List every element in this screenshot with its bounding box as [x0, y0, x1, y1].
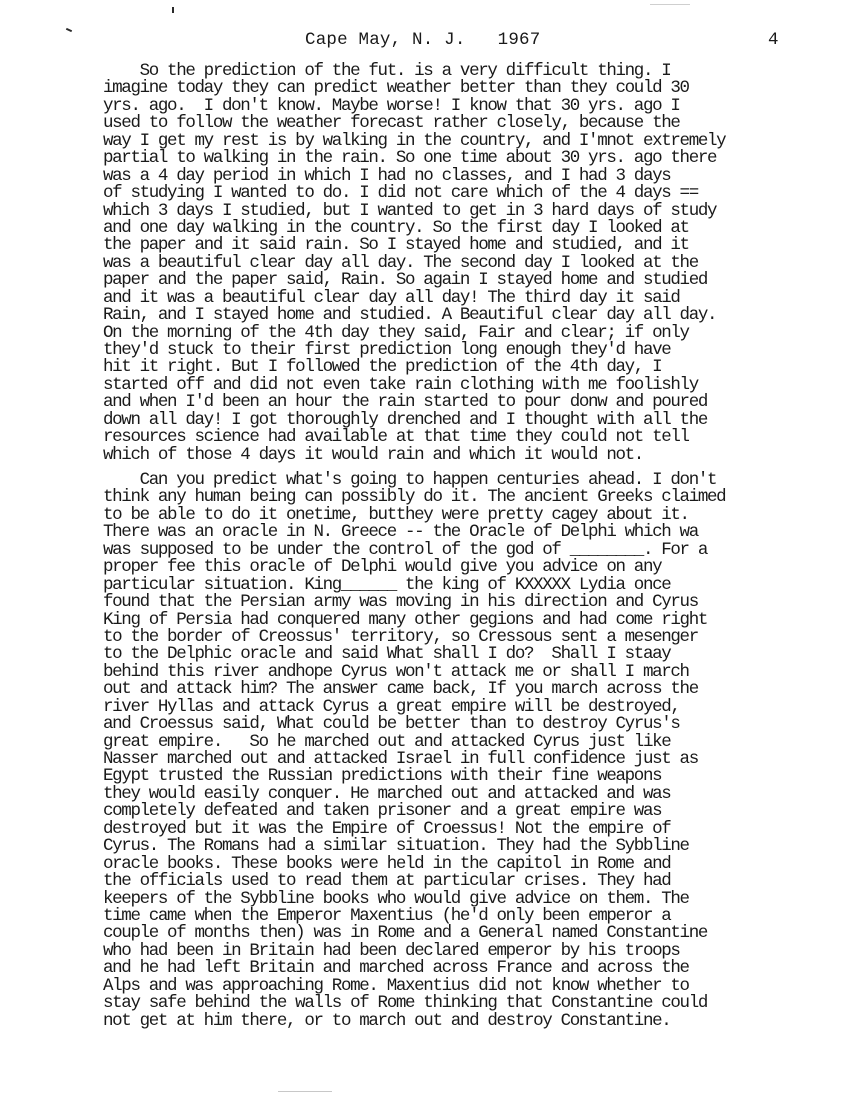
- text-line: hit it right. But I followed the prediction of the 4th day, I: [103, 357, 662, 378]
- text-line: destroyed but it was the Empire of Croessus! Not the empire of: [103, 818, 671, 839]
- text-line: keepers of the Sybbline books who would give advice on them. The: [103, 888, 689, 909]
- text-line: of studying I wanted to do. I did not care which of the 4 days ==: [103, 183, 698, 204]
- text-line: to the Delphic oracle and said What shall I do? Shall I staay: [103, 644, 671, 665]
- text-line: which 3 days I studied, but I wanted to get in 3 hard days of study: [103, 200, 717, 221]
- text-line: the paper and it said rain. So I stayed home and studied, and it: [103, 235, 689, 256]
- scan-artifact: [650, 4, 690, 5]
- text-line: was a 4 day period in which I had no classes, and I had 3 days: [103, 165, 671, 186]
- text-line: which of those 4 days it would rain and which it would not.: [103, 444, 643, 465]
- text-line: paper and the paper said, Rain. So again I stayed home and studied: [103, 270, 708, 291]
- text-line: they would easily conquer. He marched out and attacked and was: [103, 783, 671, 804]
- paragraph-weather-prediction: [103, 63, 843, 464]
- page-number: 4: [768, 30, 779, 50]
- text-line: stay safe behind the walls of Rome thinking that Constantine could: [103, 993, 708, 1014]
- text-line: proper fee this oracle of Delphi would give you advice on any: [103, 557, 662, 578]
- text-line: they'd stuck to their first prediction long enough they'd have: [103, 340, 671, 360]
- text-line: completely defeated and taken prisoner and a great empire was: [103, 801, 662, 822]
- text-line: was supposed to be under the control of the god of ________. For a: [103, 539, 708, 560]
- text-line: started off and did not even take rain clothing with me foolishly: [103, 374, 698, 395]
- text-line: Alps and was approaching Rome. Maxentius did not know whether to: [103, 975, 689, 996]
- ink-speck: [172, 7, 174, 13]
- scan-artifact: [278, 1091, 332, 1092]
- text-line: Cyrus. The Romans had a similar situation. They had the Sybbline: [103, 836, 689, 857]
- text-line: great empire. So he marched out and attacked Cyrus just like: [103, 731, 671, 752]
- text-line: and one day walking in the country. So the first day I looked at: [103, 217, 689, 238]
- text-line: and Croessus said, What could be better than to destroy Cyrus's: [103, 714, 680, 735]
- ink-speck: [66, 28, 72, 32]
- text-line: partial to walking in the rain. So one time about 30 yrs. ago there: [103, 148, 717, 169]
- paragraph-oracle-prediction: [103, 472, 843, 1030]
- text-line: Egypt trusted the Russian predictions with their fine weapons: [103, 766, 662, 787]
- text-line: and it was a beautiful clear day all day! The third day it said: [103, 287, 680, 308]
- text-line: Nasser marched out and attacked Israel in full confidence just as: [103, 749, 698, 769]
- text-line: think any human being can possibly do it. The ancient Greeks claimed: [103, 487, 726, 508]
- text-line: imagine today they can predict weather better than they could 30: [103, 78, 689, 99]
- text-line: yrs. ago. I don't know. Maybe worse! I know that 30 yrs. ago I: [103, 95, 680, 116]
- text-line: was a beautiful clear day all day. The second day I looked at the: [103, 252, 698, 273]
- text-line: behind this river andhope Cyrus won't attack me or shall I march: [103, 661, 689, 682]
- text-line: King of Persia had conquered many other gegions and had come right: [103, 609, 708, 630]
- text-line: way I get my rest is by walking in the country, and I'mnot extremely: [103, 130, 726, 151]
- text-line: There was an oracle in N. Greece -- the Oracle of Delphi which wa: [103, 522, 698, 543]
- text-line: out and attack him? The answer came back, If you march across the: [103, 679, 698, 700]
- text-line: Rain, and I stayed home and studied. A Beautiful clear day all day.: [103, 305, 717, 326]
- text-line: to be able to do it onetime, butthey were pretty cagey about it.: [103, 504, 689, 525]
- text-line: to the border of Creossus' territory, so Cressous sent a mesenger: [103, 626, 698, 647]
- text-line: oracle books. These books were held in the capitol in Rome and: [103, 853, 671, 874]
- text-line: and he had left Britain and marched across France and across the: [103, 958, 689, 979]
- text-line: down all day! I got thoroughly drenched and I thought with all the: [103, 409, 708, 430]
- page-header: Cape May, N. J. 1967: [305, 30, 541, 50]
- text-line: particular situation. King______ the king of KXXXXX Lydia once: [103, 574, 671, 595]
- text-line: found that the Persian army was moving in his direction and Cyrus: [103, 592, 698, 613]
- text-line: time came when the Emperor Maxentius (he'd only been emperor a: [103, 905, 671, 926]
- text-line: not get at him there, or to march out and destroy Constantine.: [103, 1010, 671, 1031]
- text-line: couple of months then) was in Rome and a General named Constantine: [103, 923, 708, 944]
- text-line: So the prediction of the fut. is a very difficult thing. I: [103, 61, 671, 81]
- text-line: and when I'd been an hour the rain started to pour donw and poured: [103, 392, 708, 413]
- text-line: used to follow the weather forecast rather closely, because the: [103, 113, 680, 134]
- text-line: On the morning of the 4th day they said, Fair and clear; if only: [103, 322, 689, 343]
- text-line: river Hyllas and attack Cyrus a great empire will be destroyed,: [103, 696, 680, 717]
- text-line: the officials used to read them at particular crises. They had: [103, 871, 671, 892]
- text-line: resources science had available at that time they could not tell: [103, 427, 689, 448]
- text-line: who had been in Britain had been declared emperor by his troops: [103, 940, 680, 961]
- text-line: Can you predict what's going to happen centuries ahead. I don't: [103, 470, 717, 490]
